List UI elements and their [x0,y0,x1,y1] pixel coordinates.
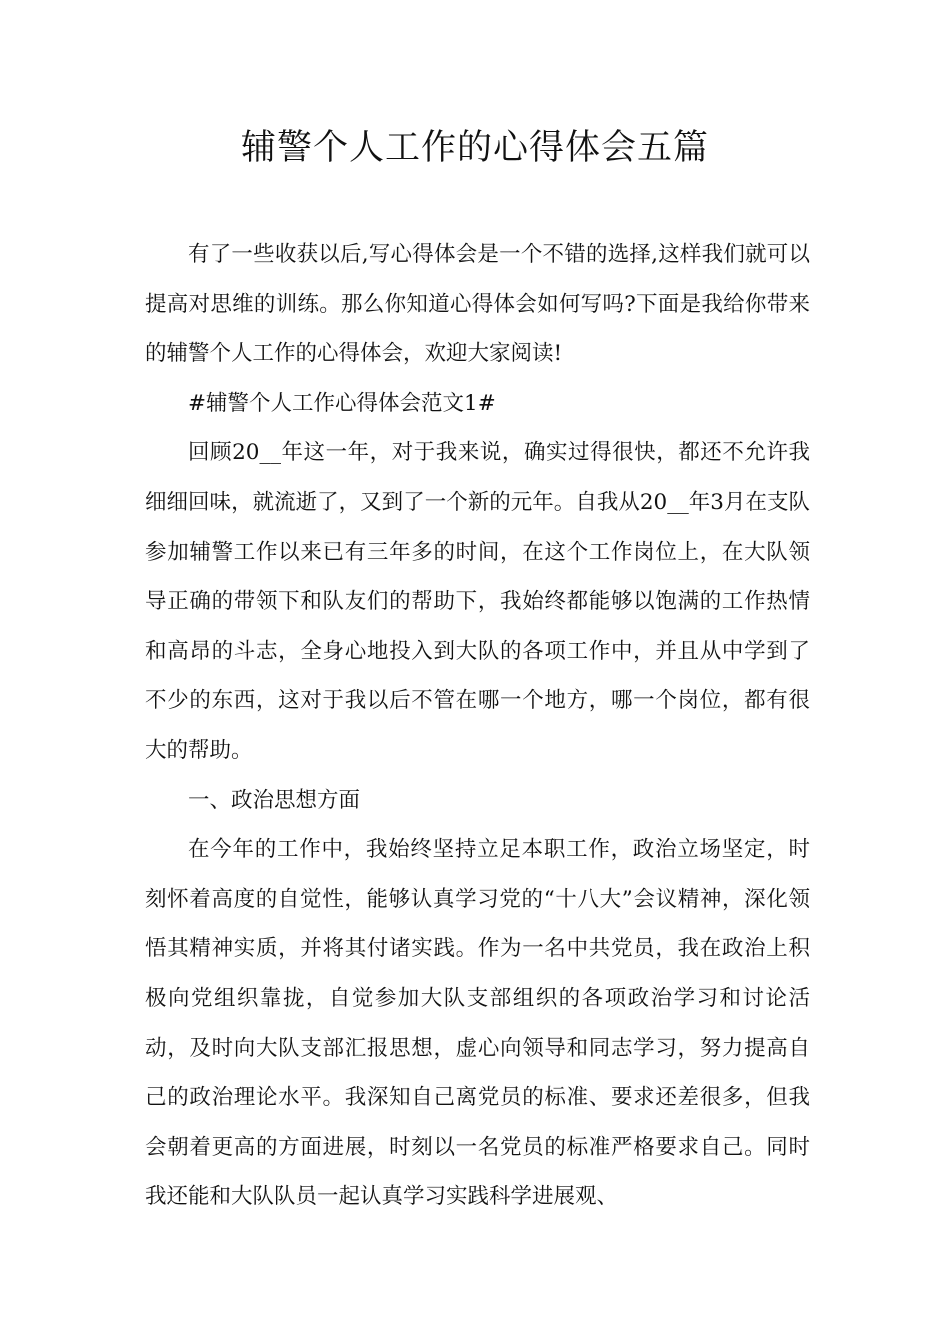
politics-paragraph: 在今年的工作中，我始终坚持立足本职工作，政治立场坚定，时刻怀着高度的自觉性，能够认真学习党的“十八大”会议精神，深化领悟其精神实质，并将其付诸实践。作为一名中共党员，我在政治上积极向党组织靠拢，自觉参加大队支部组织的各项政治学习和讨论活动，及时向大队支部汇报思想，虚心向领导和同志学习，努力提高自己的政治理论水平。我深知自己离党员的标准、要求还差很多，但我会朝着更高的方面进展，时刻以一名党员的标准严格要求自己。同时我还能和大队队员一起认真学习实践科学进展观、 [145,837,810,1210]
document-title: 辅警个人工作的心得体会五篇 [240,128,709,168]
review-paragraph: 回顾20__年这一年，对于我来说，确实过得很快，都还不允许我细细回味，就流逝了，又到了一个新的元年。自我从20__年3月在支队参加辅警工作以来已有三年多的时间，在这个工作岗位上，在大队领导正确的带领下和队友们的帮助下，我始终都能够以饱满的工作热情和高昂的斗志，全身心地投入到大队的各项工作中，并且从中学到了不少的东西，这对于我以后不管在哪一个地方，哪一个岗位，都有很大的帮助。 [145,440,810,763]
section-heading-sample-1: #辅警个人工作心得体会范文1# [188,390,496,416]
section-heading-politics: 一、政治思想方面 [188,787,361,813]
intro-paragraph: 有了一些收获以后,写心得体会是一个不错的选择,这样我们就可以提高对思维的训练。那么你知道心得体会如何写吗?下面是我给你带来的辅警个人工作的心得体会，欢迎大家阅读! [145,242,810,367]
document-body [145,230,810,1222]
